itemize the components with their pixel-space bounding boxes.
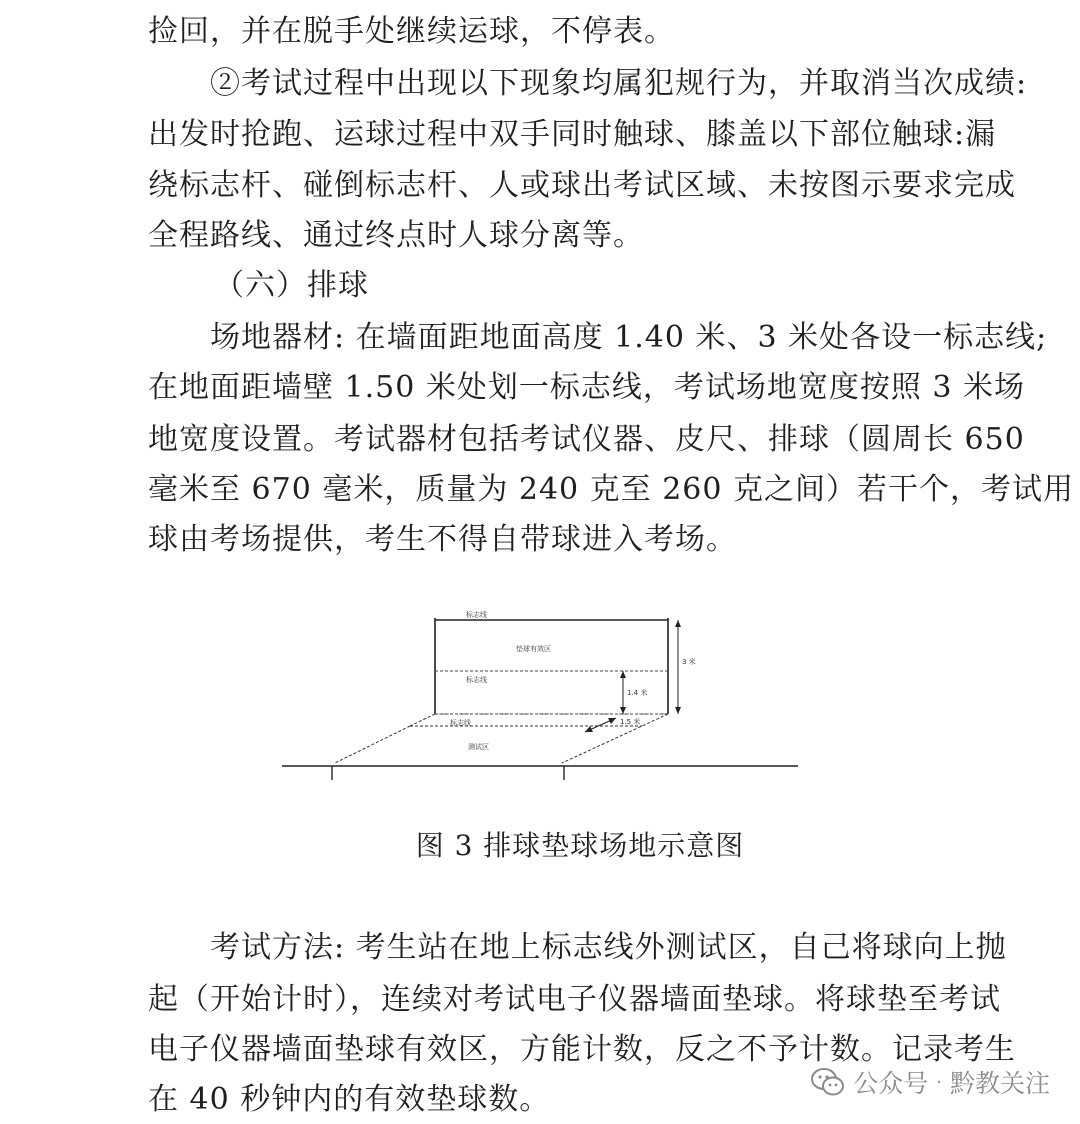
paragraph-line: 场地器材: 在墙面距地面高度 1.40 米、3 米处各设一标志线;	[210, 320, 1048, 355]
figure-caption: 图 3 排球垫球场地示意图	[415, 829, 745, 862]
dist-15m-label: 1.5 米	[620, 718, 641, 726]
valid-zone-label: 垫球有效区	[516, 645, 551, 653]
paragraph-line: 出发时抢跑、运球过程中双手同时触球、膝盖以下部位触球:漏	[148, 117, 997, 152]
watermark-account: 黔教关注	[949, 1069, 1050, 1098]
paragraph-line: 考试方法: 考生站在地上标志线外测试区，自己将球向上抛	[210, 930, 1007, 965]
paragraph-line: 球由考场提供，考生不得自带球进入考场。	[148, 522, 737, 557]
paragraph-line: 地宽度设置。考试器材包括考试仪器、皮尺、排球（圆周长 650	[148, 422, 1025, 457]
floor-left-edge	[410, 714, 435, 726]
arrow-up-icon	[675, 620, 681, 627]
paragraph-line: 捡回，并在脱手处继续运球，不停表。	[148, 14, 675, 49]
wechat-icon	[811, 1067, 845, 1097]
arrow-down-icon	[675, 707, 681, 714]
paragraph-line: 在地面距墙壁 1.50 米处划一标志线，考试场地宽度按照 3 米场	[148, 370, 1026, 405]
paragraph-line: ②考试过程中出现以下现象均属犯规行为，并取消当次成绩:	[210, 66, 1028, 101]
arrow-up-icon	[620, 671, 626, 678]
section-heading: （六）排球	[214, 268, 369, 303]
volleyball-field-diagram	[280, 600, 800, 790]
height-14m-label: 1.4 米	[627, 689, 648, 697]
height-3m-label: 3 米	[682, 658, 696, 666]
floor-left-edge-extension	[335, 726, 410, 763]
top-line-label: 标志线	[466, 611, 487, 619]
floor-right-edge	[562, 714, 668, 763]
paragraph-line: 在 40 秒钟内的有效垫球数。	[148, 1082, 551, 1117]
paragraph-line: 毫米至 670 毫米，质量为 240 克至 260 克之间）若干个，考试用	[148, 472, 1074, 507]
paragraph-line: 绕标志杆、碰倒标志杆、人或球出考试区域、未按图示要求完成	[148, 168, 1016, 203]
mid-line-label: 标志线	[466, 676, 487, 684]
arrow-down-icon	[620, 707, 626, 714]
paragraph-line: 电子仪器墙面垫球有效区，方能计数，反之不予计数。记录考生	[148, 1032, 1016, 1067]
test-zone-label: 测试区	[468, 743, 489, 751]
floor-line-label: 标志线	[450, 719, 471, 727]
watermark-label: 公众号	[853, 1069, 929, 1098]
paragraph-line: 起（开始计时），连续对考试电子仪器墙面垫球。将球垫至考试	[148, 982, 1001, 1017]
watermark-separator: ·	[936, 1071, 942, 1093]
wechat-watermark	[811, 1062, 1050, 1102]
paragraph-line: 全程路线、通过终点时人球分离等。	[148, 218, 644, 253]
